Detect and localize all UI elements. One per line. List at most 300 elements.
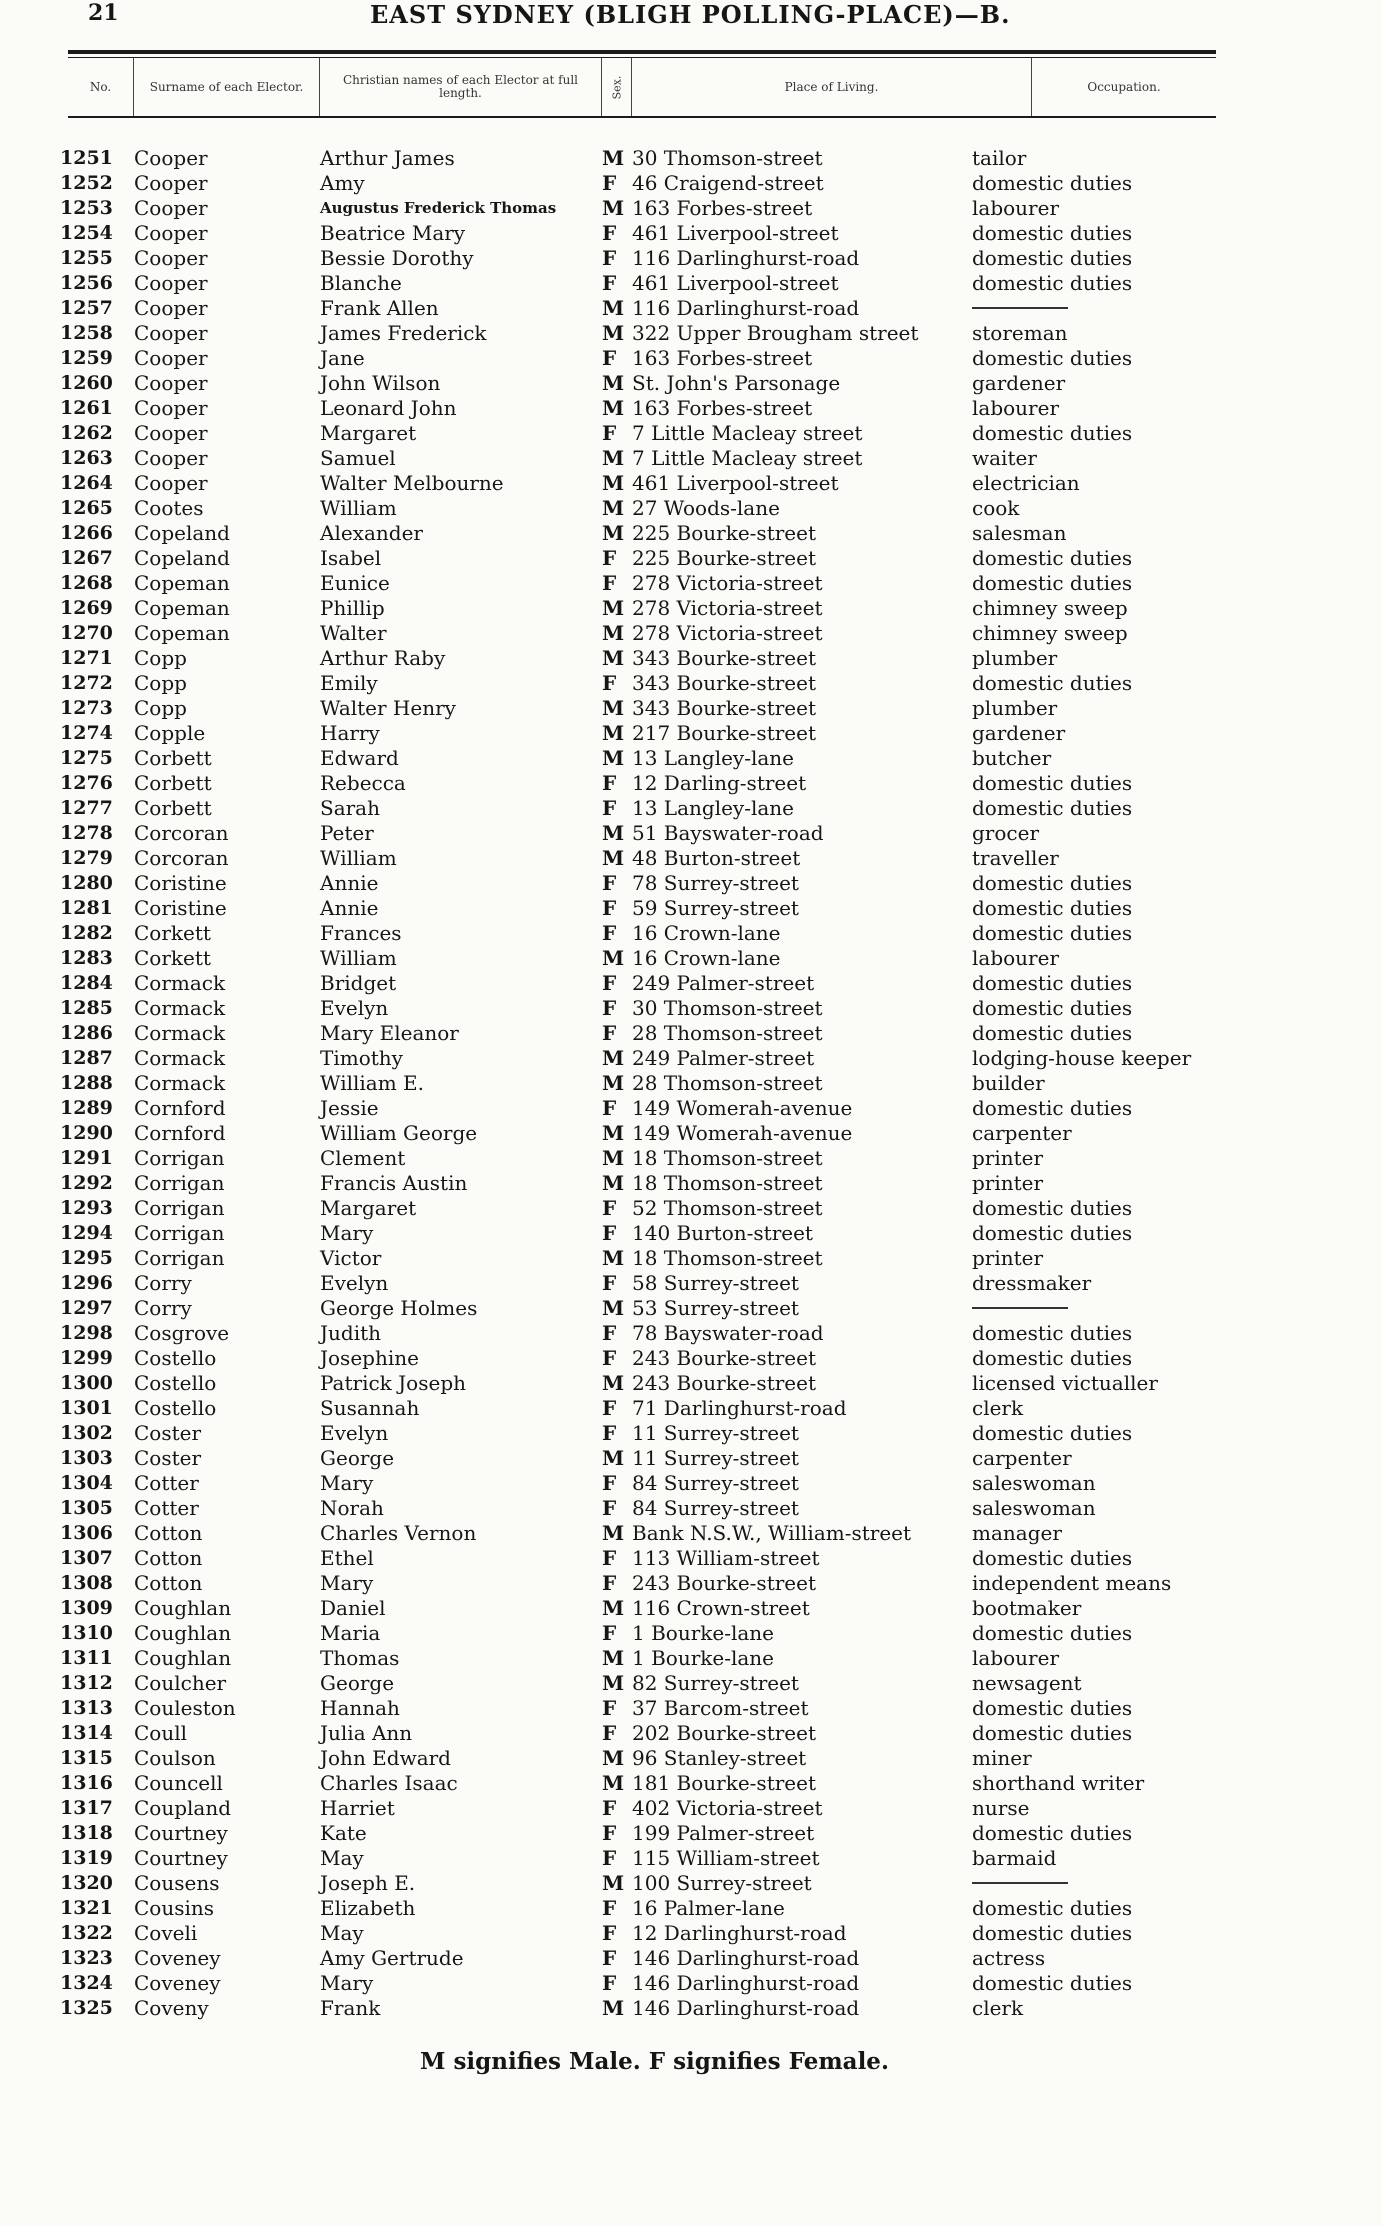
elector-sex: F [602, 1396, 617, 1420]
elector-row [0, 1046, 1382, 1071]
elector-place-of-living: 16 Crown-lane [632, 921, 781, 945]
elector-place-of-living: 140 Burton-street [632, 1221, 813, 1245]
elector-place-of-living: 113 William-street [632, 1546, 820, 1570]
elector-sex: F [602, 271, 617, 295]
elector-surname: Coveli [134, 1921, 198, 1945]
elector-christian-names: Victor [320, 1246, 382, 1270]
elector-place-of-living: 278 Victoria-street [632, 571, 823, 595]
elector-number: 1254 [60, 222, 113, 244]
elector-number: 1314 [60, 1722, 113, 1744]
elector-christian-names: Daniel [320, 1596, 386, 1620]
elector-surname: Councell [134, 1771, 223, 1795]
elector-christian-names: Kate [320, 1821, 367, 1845]
elector-number: 1287 [60, 1047, 113, 1069]
elector-occupation: bootmaker [972, 1596, 1082, 1620]
elector-sex: F [602, 771, 617, 795]
elector-christian-names: Frank [320, 1996, 381, 2020]
elector-place-of-living: 12 Darlinghurst-road [632, 1921, 847, 1945]
elector-row [0, 746, 1382, 771]
elector-surname: Cooper [134, 296, 208, 320]
elector-occupation: domestic duties [972, 671, 1133, 695]
elector-sex: F [602, 1346, 617, 1370]
elector-row [0, 1471, 1382, 1496]
elector-number: 1276 [60, 772, 113, 794]
elector-number: 1300 [60, 1372, 113, 1394]
elector-occupation: domestic duties [972, 571, 1133, 595]
elector-surname: Coulcher [134, 1671, 227, 1695]
elector-surname: Courtney [134, 1821, 228, 1845]
elector-sex: M [602, 1446, 625, 1470]
elector-christian-names: William [320, 946, 397, 970]
elector-surname: Cousins [134, 1896, 215, 1920]
elector-christian-names: Mary [320, 1571, 374, 1595]
elector-christian-names: Phillip [320, 596, 385, 620]
elector-place-of-living: 146 Darlinghurst-road [632, 1946, 860, 1970]
elector-sex: M [602, 696, 625, 720]
elector-row [0, 1921, 1382, 1946]
elector-christian-names: Evelyn [320, 996, 389, 1020]
elector-place-of-living: 163 Forbes-street [632, 196, 813, 220]
elector-row [0, 496, 1382, 521]
elector-occupation: actress [972, 1946, 1046, 1970]
elector-row [0, 1071, 1382, 1096]
elector-row [0, 171, 1382, 196]
elector-number: 1268 [60, 572, 113, 594]
elector-occupation: grocer [972, 821, 1040, 845]
elector-surname: Copple [134, 721, 206, 745]
elector-sex: F [602, 871, 617, 895]
elector-occupation: saleswoman [972, 1471, 1096, 1495]
elector-row [0, 546, 1382, 571]
elector-row [0, 921, 1382, 946]
elector-row [0, 1996, 1382, 2021]
elector-occupation: gardener [972, 371, 1066, 395]
elector-surname: Costello [134, 1346, 217, 1370]
elector-place-of-living: 18 Thomson-street [632, 1246, 823, 1270]
elector-sex: F [602, 1821, 617, 1845]
elector-christian-names: Judith [320, 1321, 382, 1345]
elector-row [0, 471, 1382, 496]
elector-sex: F [602, 346, 617, 370]
elector-number: 1305 [60, 1497, 113, 1519]
elector-occupation: licensed victualler [972, 1371, 1158, 1395]
elector-place-of-living: 84 Surrey-street [632, 1471, 799, 1495]
elector-sex: M [602, 1746, 625, 1770]
elector-surname: Cousens [134, 1871, 220, 1895]
elector-occupation: carpenter [972, 1121, 1072, 1145]
elector-occupation: lodging-house keeper [972, 1046, 1192, 1070]
elector-sex: F [602, 1696, 617, 1720]
elector-sex: F [602, 1621, 617, 1645]
elector-number: 1319 [60, 1847, 113, 1869]
elector-place-of-living: 96 Stanley-street [632, 1746, 807, 1770]
elector-place-of-living: St. John's Parsonage [632, 371, 841, 395]
elector-surname: Cornford [134, 1096, 226, 1120]
elector-occupation: salesman [972, 521, 1067, 545]
elector-occupation: nurse [972, 1796, 1030, 1820]
elector-place-of-living: 461 Liverpool-street [632, 221, 839, 245]
elector-number: 1283 [60, 947, 113, 969]
elector-row [0, 621, 1382, 646]
elector-number: 1321 [60, 1897, 113, 1919]
elector-number: 1255 [60, 247, 113, 269]
elector-christian-names: Julia Ann [320, 1721, 413, 1745]
occupation-blank-dash [972, 1307, 1068, 1309]
elector-number: 1303 [60, 1447, 113, 1469]
elector-row [0, 1771, 1382, 1796]
elector-place-of-living: 146 Darlinghurst-road [632, 1971, 860, 1995]
elector-place-of-living: 78 Surrey-street [632, 871, 799, 895]
elector-row [0, 646, 1382, 671]
elector-number: 1298 [60, 1322, 113, 1344]
elector-row [0, 1221, 1382, 1246]
elector-christian-names: Evelyn [320, 1271, 389, 1295]
elector-christian-names: Isabel [320, 546, 382, 570]
elector-sex: F [602, 246, 617, 270]
elector-surname: Cornford [134, 1121, 226, 1145]
elector-number: 1317 [60, 1797, 113, 1819]
elector-surname: Cooper [134, 196, 208, 220]
elector-place-of-living: 30 Thomson-street [632, 146, 823, 170]
elector-row [0, 196, 1382, 221]
elector-surname: Cooper [134, 371, 208, 395]
header-place-of-living: Place of Living. [632, 58, 1032, 116]
elector-christian-names: Frank Allen [320, 296, 439, 320]
column-header-row [68, 58, 1216, 116]
elector-sex: M [602, 1071, 625, 1095]
elector-occupation: domestic duties [972, 1721, 1133, 1745]
elector-sex: M [602, 371, 625, 395]
elector-occupation: newsagent [972, 1671, 1082, 1695]
elector-christian-names: Blanche [320, 271, 402, 295]
elector-surname: Coughlan [134, 1621, 232, 1645]
elector-occupation: domestic duties [972, 896, 1133, 920]
elector-number: 1269 [60, 597, 113, 619]
elector-sex: F [602, 971, 617, 995]
elector-occupation: domestic duties [972, 1421, 1133, 1445]
elector-sex: F [602, 1721, 617, 1745]
elector-surname: Corbett [134, 771, 212, 795]
elector-surname: Corkett [134, 921, 211, 945]
elector-place-of-living: 181 Bourke-street [632, 1771, 816, 1795]
elector-occupation [972, 1296, 1212, 1321]
elector-number: 1265 [60, 497, 113, 519]
elector-sex: M [602, 1671, 625, 1695]
elector-row [0, 1496, 1382, 1521]
elector-row [0, 146, 1382, 171]
elector-occupation: labourer [972, 1646, 1060, 1670]
elector-sex: M [602, 496, 625, 520]
elector-row [0, 1346, 1382, 1371]
elector-place-of-living: 59 Surrey-street [632, 896, 799, 920]
elector-row [0, 896, 1382, 921]
elector-surname: Corkett [134, 946, 211, 970]
elector-surname: Coster [134, 1446, 202, 1470]
page-title: EAST SYDNEY (BLIGH POLLING-PLACE)—B. [370, 0, 1011, 29]
elector-place-of-living: 149 Womerah-avenue [632, 1121, 853, 1145]
elector-row [0, 246, 1382, 271]
elector-occupation: barmaid [972, 1846, 1057, 1870]
elector-surname: Cotton [134, 1571, 203, 1595]
elector-christian-names: May [320, 1921, 364, 1945]
elector-surname: Corrigan [134, 1146, 225, 1170]
elector-row [0, 1521, 1382, 1546]
elector-row [0, 1646, 1382, 1671]
elector-sex: M [602, 821, 625, 845]
elector-christian-names: Peter [320, 821, 374, 845]
elector-occupation: domestic duties [972, 871, 1133, 895]
elector-number: 1310 [60, 1622, 113, 1644]
elector-christian-names: Edward [320, 746, 399, 770]
elector-sex: M [602, 646, 625, 670]
elector-sex: F [602, 1271, 617, 1295]
elector-place-of-living: 402 Victoria-street [632, 1796, 823, 1820]
elector-number: 1289 [60, 1097, 113, 1119]
elector-surname: Corrigan [134, 1196, 225, 1220]
elector-occupation: clerk [972, 1996, 1024, 2020]
elector-number: 1315 [60, 1747, 113, 1769]
elector-occupation: clerk [972, 1396, 1024, 1420]
elector-surname: Cooper [134, 421, 208, 445]
elector-place-of-living: 46 Craigend-street [632, 171, 824, 195]
elector-number: 1318 [60, 1822, 113, 1844]
elector-place-of-living: 7 Little Macleay street [632, 421, 863, 445]
elector-occupation: domestic duties [972, 1021, 1133, 1045]
elector-christian-names: Annie [320, 896, 379, 920]
elector-sex: M [602, 321, 625, 345]
elector-surname: Cooper [134, 446, 208, 470]
elector-occupation: tailor [972, 146, 1027, 170]
elector-number: 1264 [60, 472, 113, 494]
elector-sex: M [602, 296, 625, 320]
elector-number: 1285 [60, 997, 113, 1019]
elector-surname: Cormack [134, 971, 226, 995]
elector-row [0, 1971, 1382, 1996]
elector-occupation: waiter [972, 446, 1037, 470]
elector-christian-names: Bessie Dorothy [320, 246, 474, 270]
elector-sex: M [602, 1646, 625, 1670]
elector-row [0, 321, 1382, 346]
elector-christian-names: Harry [320, 721, 380, 745]
elector-number: 1277 [60, 797, 113, 819]
header-occupation: Occupation. [1087, 79, 1161, 94]
elector-number: 1279 [60, 847, 113, 869]
elector-number: 1302 [60, 1422, 113, 1444]
elector-sex: F [602, 1196, 617, 1220]
elector-christian-names: Walter Henry [320, 696, 456, 720]
elector-number: 1270 [60, 622, 113, 644]
elector-row [0, 671, 1382, 696]
elector-surname: Costello [134, 1371, 217, 1395]
elector-surname: Cooper [134, 321, 208, 345]
elector-number: 1316 [60, 1772, 113, 1794]
elector-christian-names: James Frederick [320, 321, 487, 345]
elector-occupation: plumber [972, 696, 1058, 720]
elector-number: 1286 [60, 1022, 113, 1044]
elector-surname: Coveny [134, 1996, 209, 2020]
elector-number: 1261 [60, 397, 113, 419]
elector-number: 1294 [60, 1222, 113, 1244]
elector-surname: Copeman [134, 621, 230, 645]
elector-surname: Courtney [134, 1846, 228, 1870]
elector-christian-names: Arthur James [320, 146, 455, 170]
elector-occupation: printer [972, 1146, 1044, 1170]
elector-christian-names: William [320, 846, 397, 870]
elector-sex: F [602, 1571, 617, 1595]
elector-surname: Costello [134, 1396, 217, 1420]
header-bottom-rule [68, 116, 1216, 118]
elector-surname: Cormack [134, 1021, 226, 1045]
elector-row [0, 446, 1382, 471]
elector-occupation: independent means [972, 1571, 1172, 1595]
elector-place-of-living: 11 Surrey-street [632, 1421, 799, 1445]
elector-row [0, 1546, 1382, 1571]
elector-sex: F [602, 571, 617, 595]
elector-surname: Coulson [134, 1746, 216, 1770]
elector-christian-names: Margaret [320, 1196, 417, 1220]
elector-sex: M [602, 1246, 625, 1270]
elector-surname: Corry [134, 1296, 192, 1320]
elector-surname: Copeman [134, 571, 230, 595]
elector-sex: F [602, 671, 617, 695]
elector-surname: Copeland [134, 521, 230, 545]
elector-occupation: domestic duties [972, 421, 1133, 445]
elector-occupation: domestic duties [972, 1621, 1133, 1645]
elector-place-of-living: 163 Forbes-street [632, 346, 813, 370]
elector-sex: F [602, 1846, 617, 1870]
elector-sex: F [602, 171, 617, 195]
elector-christian-names: Jane [320, 346, 365, 370]
elector-christian-names: Harriet [320, 1796, 395, 1820]
elector-number: 1251 [60, 147, 113, 169]
elector-row [0, 971, 1382, 996]
elector-row [0, 1671, 1382, 1696]
elector-number: 1290 [60, 1122, 113, 1144]
elector-sex: M [602, 1121, 625, 1145]
elector-surname: Cormack [134, 1071, 226, 1095]
elector-christian-names: Rebecca [320, 771, 406, 795]
elector-number: 1309 [60, 1597, 113, 1619]
elector-occupation: domestic duties [972, 1696, 1133, 1720]
elector-christian-names: Jessie [320, 1096, 379, 1120]
elector-sex: F [602, 1471, 617, 1495]
elector-sex: M [602, 1771, 625, 1795]
elector-row [0, 571, 1382, 596]
elector-row [0, 1821, 1382, 1846]
elector-christian-names: Walter Melbourne [320, 471, 504, 495]
elector-christian-names: Emily [320, 671, 378, 695]
elector-place-of-living: 343 Bourke-street [632, 671, 816, 695]
elector-occupation: domestic duties [972, 1196, 1133, 1220]
elector-occupation [972, 296, 1212, 321]
elector-surname: Cooper [134, 171, 208, 195]
elector-number: 1271 [60, 647, 113, 669]
elector-place-of-living: 84 Surrey-street [632, 1496, 799, 1520]
elector-number: 1256 [60, 272, 113, 294]
elector-christian-names: Samuel [320, 446, 396, 470]
elector-occupation: domestic duties [972, 1896, 1133, 1920]
elector-surname: Cotton [134, 1521, 203, 1545]
elector-place-of-living: 225 Bourke-street [632, 521, 816, 545]
occupation-blank-dash [972, 1882, 1068, 1884]
elector-christian-names: Leonard John [320, 396, 457, 420]
elector-christian-names: Eunice [320, 571, 390, 595]
elector-surname: Copeman [134, 596, 230, 620]
elector-sex: F [602, 996, 617, 1020]
elector-place-of-living: 52 Thomson-street [632, 1196, 823, 1220]
elector-sex: M [602, 746, 625, 770]
elector-surname: Copp [134, 696, 187, 720]
elector-number: 1284 [60, 972, 113, 994]
elector-sex: M [602, 1146, 625, 1170]
elector-number: 1252 [60, 172, 113, 194]
elector-place-of-living: 115 William-street [632, 1846, 820, 1870]
elector-sex: F [602, 1021, 617, 1045]
elector-surname: Coveney [134, 1971, 221, 1995]
elector-row [0, 1796, 1382, 1821]
elector-place-of-living: 37 Barcom-street [632, 1696, 809, 1720]
elector-occupation: domestic duties [972, 246, 1133, 270]
elector-number: 1323 [60, 1947, 113, 1969]
elector-number: 1312 [60, 1672, 113, 1694]
elector-occupation: chimney sweep [972, 596, 1128, 620]
elector-surname: Cooper [134, 246, 208, 270]
elector-number: 1304 [60, 1472, 113, 1494]
elector-number: 1291 [60, 1147, 113, 1169]
elector-sex: M [602, 396, 625, 420]
elector-place-of-living: Bank N.S.W., William-street [632, 1521, 912, 1545]
elector-surname: Corry [134, 1271, 192, 1295]
elector-occupation: saleswoman [972, 1496, 1096, 1520]
elector-surname: Coristine [134, 871, 227, 895]
elector-row [0, 721, 1382, 746]
elector-christian-names: Charles Isaac [320, 1771, 458, 1795]
elector-number: 1258 [60, 322, 113, 344]
elector-christian-names: Timothy [320, 1046, 403, 1070]
elector-row [0, 1421, 1382, 1446]
elector-sex: F [602, 1496, 617, 1520]
elector-place-of-living: 11 Surrey-street [632, 1446, 799, 1470]
elector-row [0, 1721, 1382, 1746]
elector-christian-names: Arthur Raby [320, 646, 446, 670]
elector-surname: Corbett [134, 796, 212, 820]
elector-surname: Cooper [134, 471, 208, 495]
elector-sex: M [602, 1871, 625, 1895]
elector-place-of-living: 1 Bourke-lane [632, 1646, 775, 1670]
elector-number: 1308 [60, 1572, 113, 1594]
elector-row [0, 421, 1382, 446]
elector-sex: M [602, 946, 625, 970]
elector-row [0, 1196, 1382, 1221]
elector-occupation: domestic duties [972, 996, 1133, 1020]
elector-number: 1274 [60, 722, 113, 744]
elector-christian-names: Sarah [320, 796, 380, 820]
elector-surname: Couleston [134, 1696, 236, 1720]
elector-sex: M [602, 196, 625, 220]
elector-occupation: storeman [972, 321, 1068, 345]
elector-number: 1313 [60, 1697, 113, 1719]
elector-occupation: domestic duties [972, 546, 1133, 570]
elector-number: 1259 [60, 347, 113, 369]
elector-christian-names: John Wilson [320, 371, 441, 395]
header-sex [602, 58, 632, 116]
elector-place-of-living: 18 Thomson-street [632, 1171, 823, 1195]
elector-christian-names: May [320, 1846, 364, 1870]
elector-number: 1257 [60, 297, 113, 319]
elector-row [0, 1246, 1382, 1271]
elector-place-of-living: 199 Palmer-street [632, 1821, 815, 1845]
elector-row [0, 1621, 1382, 1646]
